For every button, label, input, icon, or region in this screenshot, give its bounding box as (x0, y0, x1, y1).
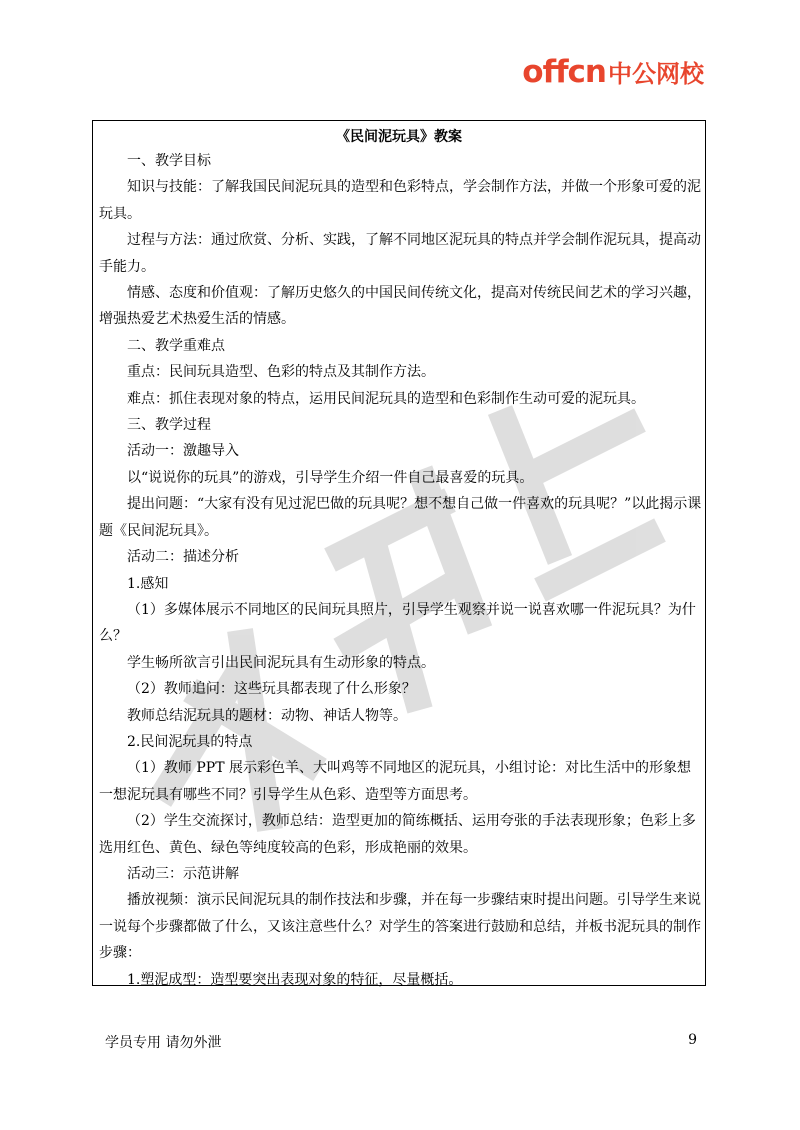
paragraph: （1）多媒体展示不同地区的民间玩具照片，引导学生观察并说一说喜欢哪一件泥玩具？为什么？ (99, 601, 696, 645)
logo-en-text: offcn (522, 54, 606, 90)
paragraph: 知识与技能：了解我国民间泥玩具的造型和色彩特点，学会制作方法，并做一个形象可爱的泥玩具。 (99, 179, 701, 222)
paragraph: 重点：民间玩具造型、色彩的特点及其制作方法。 (127, 364, 435, 381)
footer-notice: 学员专用 请勿外泄 (105, 1035, 222, 1051)
page-number: 9 (688, 1032, 697, 1048)
document-body (99, 148, 702, 993)
paragraph: 1.感知 (127, 575, 169, 592)
paragraph: （1）教师 PPT 展示彩色羊、大叫鸡等不同地区的泥玩具，小组讨论：对比生活中的形象想一想泥玩具有哪些不同？引导学生从色彩、造型等方面思考。 (99, 760, 691, 803)
document-title: 《民间泥玩具》教案 (336, 129, 462, 145)
paragraph: 1.塑泥成型：造型要突出表现对象的特征，尽量概括。 (127, 971, 463, 988)
paragraph: 难点：抓住表现对象的特点，运用民间泥玩具的造型和色彩制作生动可爱的泥玩具。 (127, 390, 645, 407)
paragraph: 2.民间泥玩具的特点 (127, 733, 253, 750)
paragraph: 三、教学过程 (127, 417, 211, 434)
logo-cn-text: 中公网校 (608, 60, 704, 88)
paragraph: 教师总结泥玩具的题材：动物、神话人物等。 (127, 707, 407, 724)
paragraph: 情感、态度和价值观：了解历史悠久的中国民间传统文化，提高对传统民间艺术的学习兴趣，增强热爱艺术热爱生活的情感。 (99, 285, 701, 328)
paragraph: （2）学生交流探讨，教师总结：造型更加的简练概括、运用夸张的手法表现形象；色彩上多选用红色、黄色、绿色等纯度较高的色彩，形成艳丽的效果。 (99, 813, 696, 856)
paragraph: （2）教师追问：这些玩具都表现了什么形象？ (127, 681, 416, 698)
paragraph: 学生畅所欲言引出民间泥玩具有生动形象的特点。 (127, 654, 435, 671)
paragraph: 活动二：描述分析 (127, 549, 239, 566)
paragraph: 以“说说你的玩具”的游戏，引导学生介绍一件自己最喜爱的玩具。 (127, 469, 534, 486)
paragraph: 一、教学目标 (127, 153, 211, 169)
brand-logo (522, 54, 704, 90)
paragraph: 活动三：示范讲解 (127, 865, 239, 882)
paragraph: 二、教学重难点 (127, 337, 225, 354)
paragraph: 播放视频：演示民间泥玩具的制作技法和步骤，并在每一步骤结束时提出问题。引导学生来说一说每个步骤都做了什么，又该注意些什么？对学生的答案进行鼓励和总结，并板书泥玩具的制作步骤： (99, 892, 701, 962)
paragraph: 活动一：激趣导入 (127, 443, 239, 460)
paragraph: 提出问题：“大家有没有见过泥巴做的玩具呢？想不想自己做一件喜欢的玩具呢？”以此揭示课题《民间泥玩具》。 (99, 496, 702, 539)
paragraph: 过程与方法：通过欣赏、分析、实践，了解不同地区泥玩具的特点并学会制作泥玩具，提高动手能力。 (99, 232, 701, 275)
